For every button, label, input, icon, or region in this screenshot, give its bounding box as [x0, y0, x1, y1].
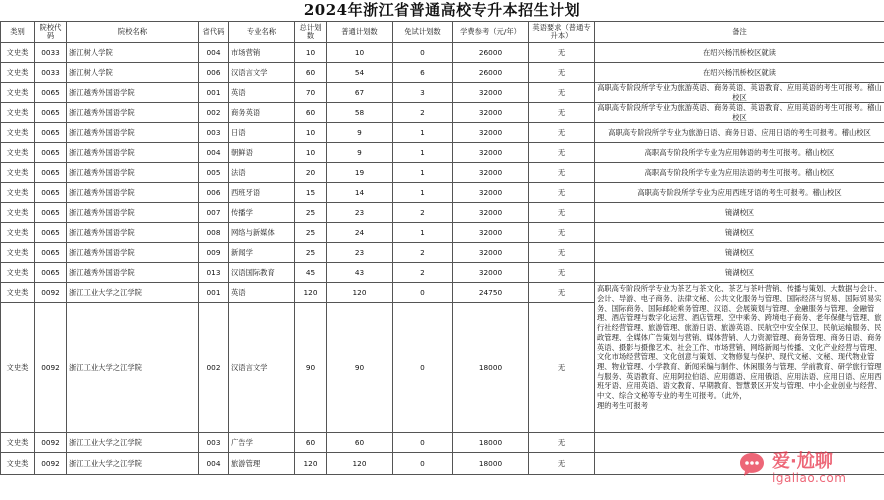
cell-exempt: 2: [393, 203, 453, 223]
cell-tuition: 32000: [453, 103, 529, 123]
table-row: [1, 223, 884, 243]
table-row: [1, 103, 884, 123]
cell-total: 10: [295, 43, 327, 63]
cell-school-code: 0065: [35, 223, 67, 243]
header-major-name: 专业名称: [229, 22, 295, 43]
cell-major-name: 西班牙语: [229, 183, 295, 203]
table-row: [1, 183, 884, 203]
cell-school-code: 0065: [35, 183, 67, 203]
header-exempt-plan: 免试计划数: [393, 22, 453, 43]
cell-major-name: 法语: [229, 163, 295, 183]
cell-regular: 120: [327, 453, 393, 475]
cell-exempt: 2: [393, 263, 453, 283]
cell-major-name: 商务英语: [229, 103, 295, 123]
cell-category: 文史类: [1, 433, 35, 453]
cell-category: 文史类: [1, 103, 35, 123]
cell-total: 20: [295, 163, 327, 183]
header-category: 类别: [1, 22, 35, 43]
cell-school-name: 浙江树人学院: [67, 63, 199, 83]
cell-major-name: 旅游管理: [229, 453, 295, 475]
cell-school-code: 0065: [35, 143, 67, 163]
cell-category: 文史类: [1, 123, 35, 143]
cell-exempt: 3: [393, 83, 453, 103]
cell-tuition: 18000: [453, 433, 529, 453]
cell-regular: 14: [327, 183, 393, 203]
cell-category: 文史类: [1, 283, 35, 303]
cell-exempt: 1: [393, 163, 453, 183]
table-row: [1, 453, 884, 475]
cell-regular: 19: [327, 163, 393, 183]
cell-regular: 120: [327, 283, 393, 303]
cell-exempt: 1: [393, 143, 453, 163]
cell-notes: 在绍兴杨汛桥校区就读: [595, 43, 884, 63]
cell-total: 45: [295, 263, 327, 283]
cell-regular: 9: [327, 123, 393, 143]
cell-english: 无: [529, 433, 595, 453]
cell-english: 无: [529, 83, 595, 103]
cell-school-name: 浙江工业大学之江学院: [67, 283, 199, 303]
cell-major-name: 汉语言文学: [229, 63, 295, 83]
cell-school-name: 浙江工业大学之江学院: [67, 453, 199, 475]
table-row: [1, 203, 884, 223]
cell-regular: 90: [327, 303, 393, 433]
cell-exempt: 1: [393, 223, 453, 243]
cell-tuition: 32000: [453, 83, 529, 103]
table-row: [1, 263, 884, 283]
header-school-code: 院校代码: [35, 22, 67, 43]
cell-major-code: 001: [199, 83, 229, 103]
cell-school-code: 0092: [35, 303, 67, 433]
cell-category: 文史类: [1, 223, 35, 243]
cell-school-code: 0092: [35, 433, 67, 453]
cell-total: 10: [295, 143, 327, 163]
table-row: [1, 83, 884, 103]
cell-english: 无: [529, 243, 595, 263]
cell-english: 无: [529, 453, 595, 475]
cell-english: 无: [529, 183, 595, 203]
cell-major-code: 008: [199, 223, 229, 243]
cell-notes: 高职高专阶段所学专业为应用法语的考生可报考。稽山校区: [595, 163, 884, 183]
cell-school-code: 0065: [35, 163, 67, 183]
cell-notes: 镜湖校区: [595, 243, 884, 263]
cell-regular: 23: [327, 203, 393, 223]
cell-major-code: 006: [199, 183, 229, 203]
cell-school-name: 浙江工业大学之江学院: [67, 303, 199, 433]
cell-school-code: 0065: [35, 103, 67, 123]
table-row: [1, 43, 884, 63]
cell-tuition: 18000: [453, 303, 529, 433]
cell-school-code: 0065: [35, 263, 67, 283]
cell-major-name: 广告学: [229, 433, 295, 453]
cell-tuition: 32000: [453, 263, 529, 283]
cell-exempt: 2: [393, 243, 453, 263]
cell-school-name: 浙江工业大学之江学院: [67, 433, 199, 453]
cell-tuition: 32000: [453, 203, 529, 223]
cell-total: 10: [295, 123, 327, 143]
cell-school-code: 0065: [35, 83, 67, 103]
cell-tuition: 18000: [453, 453, 529, 475]
watermark-brand: 爱·尬聊: [772, 451, 833, 472]
cell-major-code: 002: [199, 303, 229, 433]
cell-major-name: 朝鲜语: [229, 143, 295, 163]
cell-total: 25: [295, 243, 327, 263]
cell-category: 文史类: [1, 203, 35, 223]
merged-note-tail: 理的考生可报考: [597, 400, 649, 410]
cell-exempt: 0: [393, 283, 453, 303]
table-row: [1, 143, 884, 163]
cell-regular: 23: [327, 243, 393, 263]
cell-regular: 67: [327, 83, 393, 103]
cell-school-name: 浙江越秀外国语学院: [67, 183, 199, 203]
table-row: [1, 123, 884, 143]
cell-major-code: 003: [199, 123, 229, 143]
cell-category: 文史类: [1, 43, 35, 63]
merged-note-text: 高职高专阶段所学专业为茶艺与茶文化、茶艺与茶叶营销、传播与策划、大数据与会计、会计、导游、电子商务、法律文秘、公共文化服务与管理、国际经济与贸易、国际贸易实务、国际商务、国际邮轮乘务管理、汉语、会展策划与管理、金融服务与管理、金融管理、酒店管理与数字化运营、酒店管理、空中乘务、跨境电子商务、老年保健与管理、旅行社经营管理、旅游管理、旅游日语、旅游英语、民航空中安全保卫、民航运输服务、民政管理、全媒体广告策划与营销、媒体营销、人力资源管理、商务管理、商务日语、商务英语、摄影与摄像艺术、社会工作、市场营销、网络新闻与传播、文化产业经营与管理、文化市场经营管理、文化创意与策划、文物修复与保护、现代文秘、文秘、现代物业管理、物业管理、小学教育、新闻采编与制作、休闲服务与管理、学前教育、研学旅行管理与服务、英语教育、应用阿拉伯语、应用德语、应用俄语、应用法语、应用日语、应用西班牙语、应用英语、语文教育、早期教育、智慧景区开发与管理、中小企业创业与经营、中文、综合文秘等专业的考生可报考。（此外，: [597, 284, 882, 401]
header-regular-plan: 普通计划数: [327, 22, 393, 43]
cell-notes: 镜湖校区: [595, 203, 884, 223]
cell-notes: [595, 453, 884, 475]
cell-major-code: 005: [199, 163, 229, 183]
cell-tuition: 32000: [453, 243, 529, 263]
cell-exempt: 1: [393, 123, 453, 143]
cell-total: 25: [295, 223, 327, 243]
cell-school-code: 0092: [35, 453, 67, 475]
cell-category: 文史类: [1, 243, 35, 263]
cell-school-name: 浙江越秀外国语学院: [67, 103, 199, 123]
cell-total: 120: [295, 283, 327, 303]
cell-regular: 54: [327, 63, 393, 83]
cell-category: 文史类: [1, 163, 35, 183]
header-major-code: 省代码: [199, 22, 229, 43]
cell-regular: 60: [327, 433, 393, 453]
cell-english: 无: [529, 123, 595, 143]
cell-school-code: 0065: [35, 243, 67, 263]
cell-major-code: 006: [199, 63, 229, 83]
cell-total: 60: [295, 433, 327, 453]
cell-major-name: 市场营销: [229, 43, 295, 63]
cell-major-name: 传播学: [229, 203, 295, 223]
cell-category: 文史类: [1, 83, 35, 103]
cell-regular: 43: [327, 263, 393, 283]
cell-english: 无: [529, 303, 595, 433]
cell-english: 无: [529, 143, 595, 163]
cell-school-code: 0033: [35, 43, 67, 63]
cell-exempt: 6: [393, 63, 453, 83]
cell-notes: 在绍兴杨汛桥校区就读: [595, 63, 884, 83]
header-tuition: 学费参考（元/年）: [453, 22, 529, 43]
cell-notes: 高职高专阶段所学专业为旅游日语、商务日语、应用日语的考生可报考。稽山校区: [595, 123, 884, 143]
cell-total: 90: [295, 303, 327, 433]
cell-major-name: 汉语国际教育: [229, 263, 295, 283]
table-row: [1, 63, 884, 83]
cell-major-code: 007: [199, 203, 229, 223]
cell-english: 无: [529, 63, 595, 83]
cell-notes: [595, 433, 884, 453]
header-english-req: 英语要求（普通专升本）: [529, 22, 595, 43]
cell-major-name: 汉语言文学: [229, 303, 295, 433]
cell-school-code: 0065: [35, 203, 67, 223]
cell-category: 文史类: [1, 63, 35, 83]
cell-notes: 高职高专阶段所学专业为应用韩语的考生可报考。稽山校区: [595, 143, 884, 163]
cell-tuition: 32000: [453, 183, 529, 203]
cell-school-name: 浙江越秀外国语学院: [67, 203, 199, 223]
cell-major-code: 004: [199, 143, 229, 163]
cell-school-name: 浙江越秀外国语学院: [67, 263, 199, 283]
cell-notes: 高职高专阶段所学专业为旅游英语、商务英语、英语教育、应用英语的考生可报考。稽山校区: [595, 103, 884, 123]
cell-school-name: 浙江越秀外国语学院: [67, 223, 199, 243]
cell-tuition: 32000: [453, 143, 529, 163]
watermark-url: igaliao.com: [772, 471, 847, 485]
table-row: [1, 243, 884, 263]
cell-major-code: 003: [199, 433, 229, 453]
cell-major-name: 英语: [229, 83, 295, 103]
cell-exempt: 0: [393, 433, 453, 453]
table-row: [1, 283, 884, 303]
cell-tuition: 32000: [453, 163, 529, 183]
cell-notes: 高职高专阶段所学专业为应用西班牙语的考生可报考。稽山校区: [595, 183, 884, 203]
cell-category: 文史类: [1, 303, 35, 433]
cell-notes: 高职高专阶段所学专业为旅游英语、商务英语、英语教育、应用英语的考生可报考。稽山校区: [595, 83, 884, 103]
cell-school-name: 浙江越秀外国语学院: [67, 123, 199, 143]
cell-major-name: 英语: [229, 283, 295, 303]
cell-tuition: 26000: [453, 43, 529, 63]
cell-english: 无: [529, 263, 595, 283]
cell-english: 无: [529, 203, 595, 223]
cell-total: 15: [295, 183, 327, 203]
cell-english: 无: [529, 163, 595, 183]
cell-major-name: 新闻学: [229, 243, 295, 263]
table-header-row: [1, 22, 884, 43]
cell-major-code: 004: [199, 453, 229, 475]
cell-regular: 24: [327, 223, 393, 243]
cell-exempt: 0: [393, 453, 453, 475]
cell-english: 无: [529, 223, 595, 243]
cell-major-code: 009: [199, 243, 229, 263]
cell-school-code: 0092: [35, 283, 67, 303]
cell-tuition: 32000: [453, 223, 529, 243]
header-total-plan: 总计划数: [295, 22, 327, 43]
cell-total: 70: [295, 83, 327, 103]
cell-major-code: 004: [199, 43, 229, 63]
cell-exempt: 2: [393, 103, 453, 123]
cell-notes-merged: [595, 283, 884, 433]
cell-major-code: 002: [199, 103, 229, 123]
cell-exempt: 0: [393, 43, 453, 63]
header-notes: 备注: [595, 22, 884, 43]
page-title: 2024年浙江省普通高校专升本招生计划: [303, 1, 581, 19]
cell-notes: 镜湖校区: [595, 223, 884, 243]
cell-school-code: 0033: [35, 63, 67, 83]
admission-plan-table: [0, 21, 884, 475]
cell-category: 文史类: [1, 183, 35, 203]
cell-english: 无: [529, 43, 595, 63]
cell-major-name: 日语: [229, 123, 295, 143]
cell-exempt: 0: [393, 303, 453, 433]
cell-school-name: 浙江越秀外国语学院: [67, 143, 199, 163]
cell-exempt: 1: [393, 183, 453, 203]
cell-tuition: 26000: [453, 63, 529, 83]
cell-category: 文史类: [1, 263, 35, 283]
cell-tuition: 32000: [453, 123, 529, 143]
cell-total: 25: [295, 203, 327, 223]
cell-category: 文史类: [1, 453, 35, 475]
cell-major-name: 网络与新媒体: [229, 223, 295, 243]
cell-regular: 10: [327, 43, 393, 63]
cell-regular: 9: [327, 143, 393, 163]
cell-english: 无: [529, 103, 595, 123]
cell-school-name: 浙江树人学院: [67, 43, 199, 63]
cell-notes: 镜湖校区: [595, 263, 884, 283]
cell-school-name: 浙江越秀外国语学院: [67, 83, 199, 103]
cell-major-code: 001: [199, 283, 229, 303]
cell-total: 120: [295, 453, 327, 475]
header-school-name: 院校名称: [67, 22, 199, 43]
cell-school-name: 浙江越秀外国语学院: [67, 243, 199, 263]
cell-school-code: 0065: [35, 123, 67, 143]
table-row: [1, 163, 884, 183]
cell-tuition: 24750: [453, 283, 529, 303]
table-row: [1, 433, 884, 453]
cell-total: 60: [295, 103, 327, 123]
cell-category: 文史类: [1, 143, 35, 163]
cell-major-code: 013: [199, 263, 229, 283]
cell-regular: 58: [327, 103, 393, 123]
cell-english: 无: [529, 283, 595, 303]
cell-total: 60: [295, 63, 327, 83]
cell-school-name: 浙江越秀外国语学院: [67, 163, 199, 183]
